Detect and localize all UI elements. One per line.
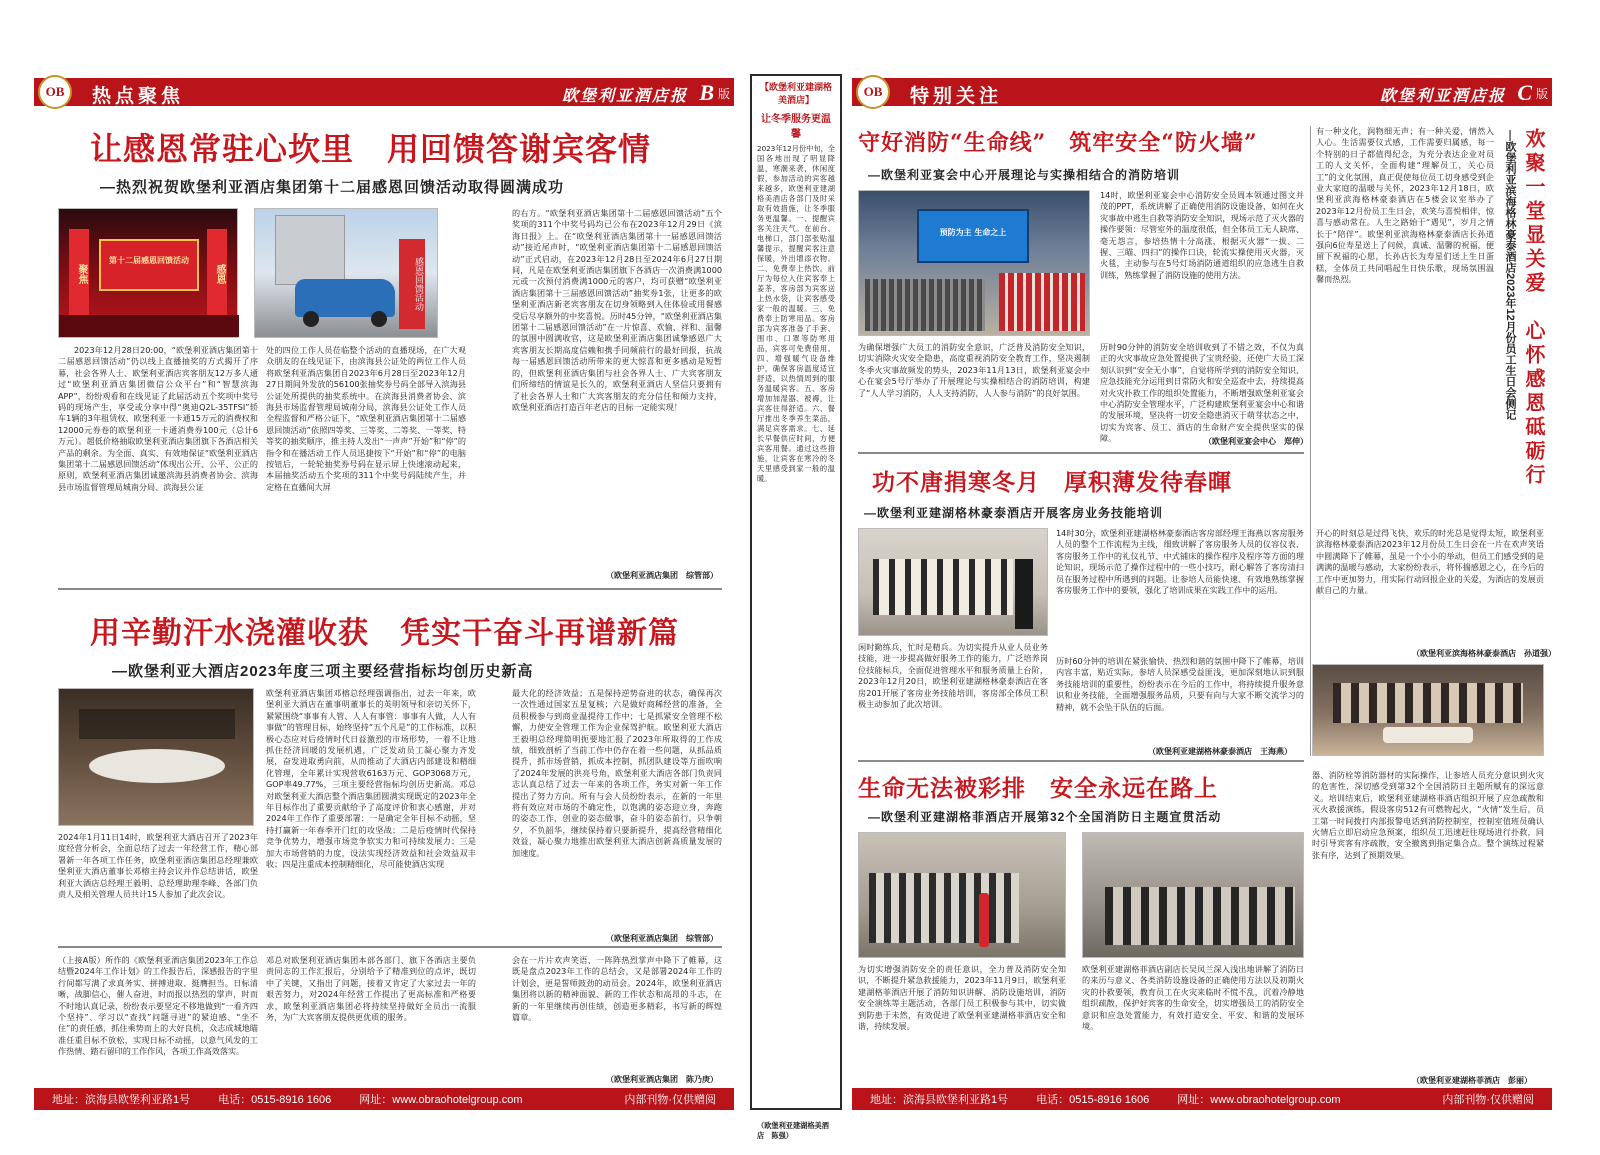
- paper-name: 欧堡利亚酒店报: [1379, 86, 1506, 105]
- footer-phone: 电话：0515-8916 1606: [1036, 1094, 1150, 1106]
- article-column: 历时90分钟的消防安全培训收到了不错之效，不仅为真正的火灾事故应急处置提供了宝贵经验，还使广大员工深刻认识到“安全无小事”，自觉将所学到的消防安全知识、应急技能充分运用到日常防火和安全巡查中去，持续提高对火灾扑救工作的组织处置能力，不断增强欧堡利亚宴会中心消防安全管理水平，广泛构建欧堡利亚宴会中心和谐的发展环境，坚决将一切安全隐患消灭于萌芽状态之中，切实为宾客、员工、酒店的生命财产安全提供坚实的保障。: [1100, 342, 1304, 444]
- article-title: 生命无法被彩排 安全永远在路上: [858, 775, 1218, 802]
- article-column: 14时30分，欧堡利亚建湖格林豪泰酒店客房部经理王海燕以客房服务人员的整个工作流程为主线，细致讲解了客房服务人员的仪容仪表、客房服务工作中的礼仪礼节、中式铺床的操作程序及程序等方面的理论知识，现场示范了操作过程中的一些小技巧，耐心解答了客房清扫员在服务过程中所遇到的问题。让参培人员能快速、有效地熟练掌握客房服务工作中的要领，强化了培训成果在实践工作中的运用。: [1056, 528, 1304, 596]
- byline: （欧堡利亚滨海格林豪泰酒店 孙道强）: [1412, 649, 1556, 658]
- projector-screen-text: 预防为主 生命之上: [939, 227, 1007, 237]
- article-column: 14时，欧堡利亚宴会中心消防安全员周本领通过图文并茂的PPT，系统讲解了正确使用消防设施设备，如何在火灾事故中逃生自救等消防安全知识，现场示范了灭火器的操作要领：尽管室外的温度很低，但全体员工无人缺席、毫无怨言，参培热情十分高涨，根据灭火器“一拔、二握、三瞄、四扫”的操作口诀，轮流实操使用灭火器，灭火毯，主动参与在5号灯场消防通道组织的应急逃生自救训练，熟练掌握了消防设施的使用方法。: [1100, 190, 1304, 280]
- spine-text: 2023年12月份中旬，全国各地出现了明显降温，寒潮来袭，休闲度假，参加活动的宾客越来越多，欧堡利亚建湖格美酒店各部门及时采取有效措施，让冬季服务更温馨。一、提醒宾客关注天气。在前台、电梯口，部门部张贴温馨提示，提醒宾客注意保暖，外出增添衣物。二、免费奉上热饮。前厅为每位入住宾客奉上姜茶，客房部为宾客送上热水袋，让宾客感受家一般的温暖。三、免费奉上防寒用品。客房部为宾客准备了手套、围巾、口罩等防寒用品，宾客可免费借用。四、增强暖气设备维护，确保客房温度适宜舒适，以热情周到的服务温暖宾客。五、客房增加加湿器、被褥，让宾客住得舒适。六、餐厅推出冬季养生菜品，满足宾客需求。七、延长早餐供应时间，方便宾客用餐。通过这些措施，让宾客在寒冷的冬天里感受到家一般的温暖。: [757, 144, 835, 483]
- article-column: 有一种文化，润物细无声；有一种关爱，情然入人心。生活需要仪式感，工作需要归属感，每一个特别的日子都值得纪念，为充分表达企业对员工的人文关怀，全面构建“理解员工，关心员工”的文化氛围，真正促使每位员工切身感受到企业大家庭的温暖与关怀，2023年12月18日，欧堡利亚滨海格林豪泰酒店在5楼会议室举办了2023年12月份员工生日会，欢笑与喜悦相伴，惊喜与感动常在。人生之路始于“遇见”，岁月之情长于“陪伴”。欧堡利亚滨海格林豪泰酒店长孙道强向6位寿星送上了问候，真诚、温馨的祝福，便留下祝福的心愿，长孙店长为寿星们送上生日蛋糕，全体员工共同唱起生日快乐歌，现场氛围温馨而热烈。: [1316, 126, 1494, 285]
- spine-column: [750, 74, 842, 1140]
- article-column: 2023年12月28日20:00，“欧堡利亚酒店集团第十二届感恩回馈活动”仍以线上直播抽奖的方式揭开了序幕，社会各界人士、欧堡利亚酒店宾客朋友12万多人通过“欧堡利亚酒店集团微信公众平台”和“智慧滨海APP”，纷纷观看和在线见证了此届活动五个奖项中奖号码的现场产生，享受或分享中得“奥迪Q2L-35TFSI”轿车1辆的3年租赁权、欧堡利亚一卡通15万元的消费权和12000元券卷的欧堡利亚一卡通消费券100元（总计6万元）。超低价格抽取欧堡利亚酒店集团旗下各酒店相关产品的剩余。为全面、真实、有效地保证“欧堡利亚酒店集团第十二届感恩回馈活动”体现出公开、公平、公正的原则，欧堡利亚酒店集团诚邀滨海县消费者协会、滨海县市场监督管理局城南分局、滨海县公证: [58, 345, 258, 492]
- page-b-footer: [34, 1088, 734, 1110]
- fire-drill-photo: [858, 832, 1066, 958]
- paper-name: 欧堡利亚酒店报: [561, 86, 688, 105]
- footer-note: 内部刊物·仅供赠阅: [1442, 1094, 1534, 1106]
- byline: （欧堡利亚酒店集团 综管部）: [606, 571, 718, 580]
- article-column: 最大化的经济效益；五是保持逆势奋进的状态，确保再次一次性通过国家五星复核；六是做好商稀经营的准备，全员积极参与到商业温提待工作中；七是抓紧安全管理不松懈，力使安全管理工作为企业保驾护航。欧堡利亚大酒店王毅明总经理简明扼要地汇报了2023年所取得的工作成绩，细致剖析了当前工作中仍存在着一些问题，从抓品质提升，抓市场营销，抓成本控制，抓团队建设等方面吹响了2024年发展的洪亮号角，欧堡利亚大酒店各部门负责同志认真总结了过去一年来的各项工作，务实对新一年工作提出了努力方向。所有与会人员纷纷表示，在新的一年里将有效应对市场的不确定性，以饱满的姿态迎立身，奔跑的姿态工作，创业的姿态做事，奋斗的姿态前行，只争朝夕，不负韶华，继续保持着只要新提升，提高经营精细化效益，凝心聚力地推出欧堡利亚大酒店创新高质量发展的加速度。: [512, 688, 722, 858]
- article-column: 为确保增强广大员工的消防安全意识，广泛普及消防安全知识，切实消除火灾安全隐患，高度重视消防安全教育工作，坚决遏制冬季火灾事故频发的势头，2023年11月13日，欧堡利亚宴会中心在宴会5号厅举办了开展理论与实操相结合的消防培训，构建了“人人学习消防，人人支持消防，人人参与消防”的良好氛围。: [858, 342, 1090, 398]
- article-column: 欧堡利亚建湖格菲酒店副店长吴凤兰深入浅出地讲解了消防日的来历与意义、各类消防设施设备的正确使用方法以及初期火灾的扑救要领，教育员工在火灾来临时不慌不乱，沉着冷静地组织疏散，保护好宾客的生命安全，切实增强员工的消防安全意识和应急处置能力，有效打造安全、平安、和谐的发展环境。: [1082, 964, 1304, 1032]
- page-c-footer: [852, 1088, 1552, 1110]
- article-divider: [858, 452, 1304, 454]
- car-prize-photo: [254, 208, 438, 338]
- article-column: 处的四位工作人员莅临整个活动的直播现场，在广大观众朋友的在线见证下，由滨海县公证处的两位工作人员将欧堡利亚酒店集团自2023年6月28日至2023年12月27日期间外发放的56100张抽奖券号码全部导入滨海县公证处所提供的抽奖系统中。在滨海县消费者协会、滨海县市场监督管理局城南分局，滨海县公证处工作人员全程监督和严格公证下，“欧堡利亚酒店集团第十二届感恩回馈活动”依照四等奖、三等奖、二等奖、一等奖、特等奖的抽奖顺序，推主持人发出“一声声”开始”和“停”的指令和在播活动工作人员迅捷按下“开始”和“停”的电脑按钮后，一轮轮抽奖券号码在显示屏上快速滚动起来，本届抽奖活动五个奖项的311个中奖号码陆续产生，并定格在直播间大屏: [266, 345, 466, 492]
- section-name: 热点聚焦: [92, 85, 185, 107]
- article-title: 守好消防“生命线” 筑牢安全“防火墙”: [858, 130, 1258, 156]
- article-subtitle: —欧堡利亚建湖格林豪泰酒店开展客房业务技能培训: [864, 506, 1164, 520]
- article-column: 历时60分钟的培训在紧张愉快、热烈和谐的氛围中降下了帷幕，培训内容丰富，贴近实际，参培人员深感受益匪浅，更加深刻地认识到服务技能培训的重要性，纷纷表示在今后的工作中，将持续提升服务意识和业务技能，全面增强服务品质，只要有向与大家不断交流学习的精神，就不会坠于队伍的后面。: [1056, 656, 1304, 712]
- page-b: [34, 70, 734, 1110]
- byline: （欧堡利亚酒店集团 陈乃庚）: [606, 1075, 718, 1084]
- edition-word: 版: [717, 87, 730, 101]
- article-column: 欧堡利亚酒店集团邓榕总经理强调指出，过去一年来，欧堡利亚大酒店在董事明董事长的英明领导和亲切关怀下，紧紧围绕“事事有人管、人人有事管：事事有人做，人人有事做”的管理目标，始终坚持“五个凡是”的工作标准，以积极心态应对后疫情时代日益激烈的市场形势，一着不让地抓住经济回暖的发展机遇，广泛发动员工凝心聚力齐发展，奋发进取勇向前，从而推动了大酒店内部建设和精细化管理，全年累计实现营收6163万元、GOP3068万元，GOP率49.77%，三项主要经营指标均创历史新高。邓总对欧堡利亚大酒店整个酒店集团圆满实现既定的2023年全年目标作出了重要贡献给予了高度评价和衷心感谢，并对2024年工作作了重要部署：一是确定全年目标不动摇，坚持打赢新一年春季开门红的攻坚战；二是后疫情时代保持竞争优势力，增强市场竞争软实力和可持续发展力；三是加大市场营销的力度，设法实现经济效益和社会效益双丰收；四是注重成本控制精细化，尽可能使酒店实现: [266, 688, 476, 870]
- footer-note: 内部刊物·仅供赠阅: [624, 1094, 716, 1106]
- byline: （欧堡利亚建湖格林豪泰酒店 王海燕）: [1148, 747, 1292, 756]
- meeting-photo: [58, 688, 254, 826]
- page-b-header: [34, 78, 734, 106]
- article-divider: [858, 760, 1304, 762]
- article-column: 闲时勤练兵，忙时是精兵。为切实提升从业人员业务技能，进一步提高做好服务工作的能力，广泛培养岗位技能标兵，全面促进管理水平和服务质量上台阶，2023年12月20日，欧堡利亚建湖格林豪泰酒店在客房201开展了客房业务技能培训，客房部全体员工积极主动参加了此次培训。: [858, 642, 1048, 710]
- article-subtitle: —欧堡利亚宴会中心开展理论与实操相结合的消防培训: [868, 168, 1181, 182]
- hotel-logo-icon: OB: [856, 75, 890, 109]
- edition-letter: C: [1517, 80, 1532, 105]
- spine-byline: （欧堡利亚建湖格美酒店 陈强）: [757, 1121, 829, 1140]
- page-c-header: [852, 78, 1552, 106]
- footer-address: 地址：滨海县欧堡利亚路1号: [52, 1094, 191, 1106]
- article-column: 为切实增强消防安全的责任意识，全力普及消防安全知识，不断提升紧急救援能力，2023年11月9日，欧堡利亚建湖格菲酒店开展了消防知识讲解、消防设施培训，消防安全演练等主题活动，各部门员工积极参与其中，切实做到防患于未然，有效促进了欧堡利亚建湖格菲酒店安全和谐，持续发展。: [858, 964, 1066, 1032]
- article-title: 功不唐捐寒冬月 厚积薄发待春暉: [872, 469, 1232, 496]
- edition-word: 版: [1535, 87, 1548, 101]
- birthday-party-photo: [1312, 664, 1544, 756]
- article-column: （上接A版）所作的《欧堡利亚酒店集团2023年工作总结暨2024年工作计划》的工作报告后，深感报告的字里行间都写满了求真务实、拼搏进取、挺膺担当。日标清晰，战脚信心，催人奋进，时而报以热烈的掌声，时而不时地认真记录，纷纷表示要坚定不移地做到“一看齐四个坚持”、学习以“查找”问题寻进”的紧迫感、“坐不住”的责任感，抓住乘势而上的大好良机，众志成城地瞄准任重目标不放松，实现日标不动摇，以意气风发的工作热情、踏石留印的工作作风，各项工作高效落实。: [58, 955, 258, 1057]
- fire-training-photo: [858, 190, 1090, 336]
- stage-side-banner-left: 聚焦: [69, 229, 89, 319]
- footer-phone: 电话：0515-8916 1606: [218, 1094, 332, 1106]
- edition-letter: B: [699, 80, 714, 105]
- housekeeping-training-photo: [858, 528, 1048, 636]
- column-rule: [1310, 126, 1311, 756]
- byline: （欧堡利亚建湖格菲酒店 彭丽）: [1412, 1076, 1532, 1085]
- article-column: 的右方。“欧堡利亚酒店集团第十二届感恩回馈活动”五个奖项的311个中奖号码均已公布在2023年12月29日《滨海日报》上。在“欧堡利亚酒店集团第十一届感恩回馈活动”接近尾声时，“欧堡利亚酒店集团第十二届感恩回馈活动”正式启动，在2023年12月28日至2024年6月27日期间，凡是在欧堡利亚酒店集团旗下各酒店一次消费满1000元或一次预付消费满1000元的客户，均可获赠“欧堡利亚酒店集团第十三届感恩回馈活动”抽奖券1张，让更多的欧堡利亚酒店新老宾客朋友在切身领略到入住体验或用餐感受后尽享额外的中奖喜悦。历时45分钟，“欧堡利亚酒店集团第十二届感恩回馈活动”在一片惊喜、欢愉、祥和、温馨的氛围中圆满收官，这是欧堡利亚酒店集团诚挚感恩广大宾客朋友长期高度信赖和携手同频前行的最好回报，抗战每一届感恩回馈活动所带来的更大惊喜和更多感动是短暂的，但欧堡利亚酒店集团与社会各界人士、广大宾客朋友们所缔结的情谊是长久的，欧堡利亚酒店人坚信只要拥有了社会各界人士和广大宾客朋友的充分信任和倾力支持，欧堡利亚酒店打造百年老店的目标一定能实现！: [512, 208, 722, 412]
- article-column: 2024年1月11日14时，欧堡利亚大酒店召开了2023年度经营分析会，全面总结了过去一年经营工作，精心部署新一年各项工作任务，欧堡利亚酒店集团总经理兼欧堡利亚大酒店董事长邓榕主持会议并作总结讲话，欧堡利亚大酒店总经理王毅明、总经理助理李峰、各部门负责人及相关管理人员共计15人参加了此次会议。: [58, 832, 258, 900]
- article-subtitle-vertical: —欧堡利亚滨海格林豪泰酒店2023年12月份员工生日会侧记: [1504, 130, 1516, 420]
- footer-website: 网址：www.obraohotelgroup.com: [1177, 1094, 1341, 1106]
- prize-banner: 感恩回馈活动: [399, 239, 425, 329]
- footer-website: 网址：www.obraohotelgroup.com: [359, 1094, 523, 1106]
- article-divider: [58, 588, 722, 590]
- evacuation-drill-photo: [1082, 832, 1304, 958]
- footer-address: 地址：滨海县欧堡利亚路1号: [870, 1094, 1009, 1106]
- article-title: 让感恩常驻心坎里 用回馈答谢宾客情: [90, 130, 652, 168]
- spine-tag: 【欧堡利亚建湖格美酒店】: [759, 83, 832, 106]
- article-column: 邓总对欧堡利亚酒店集团本部各部门、旗下各酒店主要负责同志的工作汇报后，分别给予了精准到位的点评，既切中了关键，又指出了问题，接着又肯定了大家过去一年的艰苦努力，对2024年经营工作提出了更高标准和严格要求，欧堡利亚酒店集团必将持续坚持做好全员出一流服务，为广大宾客朋友提供更优质的服务。: [266, 955, 476, 1023]
- spine-title: 让冬季服务更温馨: [761, 114, 831, 140]
- gala-stage-photo: [58, 208, 238, 338]
- article-title: 用辛勤汗水浇灌收获 凭实干奋斗再谱新篇: [90, 616, 679, 651]
- stage-side-banner-right: 感恩: [207, 229, 227, 319]
- stage-banner-text: 第十二届感恩回馈活动: [109, 255, 189, 265]
- byline: （欧堡利亚宴会中心 郑伸）: [1204, 437, 1308, 446]
- article-subtitle: —热烈祝贺欧堡利亚酒店集团第十二届感恩回馈活动取得圆满成功: [100, 179, 565, 196]
- article-column: 会在一片片欢声笑语、一阵阵热烈掌声中降下了帷幕，这既是盘点2023年工作的总结会，又是部署2024年工作的计划会，更是誓师鼓劲的动员会。2024年，欧堡利亚酒店集团将以新的精神面貌、新的工作状态和高昂的斗志，在新的一年里继续再创佳绩，创造更多精彩，书写新的辉煌篇章。: [512, 955, 722, 1023]
- article-divider: [58, 946, 722, 948]
- hotel-logo-icon: OB: [38, 75, 72, 109]
- page-c: [852, 70, 1556, 1110]
- article-column: 器、消防栓等消防器材的实际操作，让参培人员充分意识到火灾的危害性，深切感受到第32个全国消防日主题所赋有的深远意义。培训结束后，欧堡利亚建湖格菲酒店组织开展了应急疏散和灭火救援演练，假设客房512有可燃物起火，“火情”发生后，员工第一时间拨打内部报警电话到消防控制室，控制室值班员确认火情后立即启动应急预案，组织员工迅速赶往现场进行扑救，同时引导宾客有序疏散，安全撤离到指定集合点。整个演练过程紧张有序，达到了预期效果。: [1312, 770, 1544, 860]
- article-title-vertical: 欢聚一堂显关爱 心怀感恩砥砺行: [1522, 128, 1546, 488]
- byline: （欧堡利亚酒店集团 综管部）: [606, 934, 718, 943]
- article-subtitle: —欧堡利亚建湖格菲酒店开展第32个全国消防日主题宣贯活动: [868, 810, 1222, 824]
- article-column: 开心的时刻总是过得飞快，欢乐的时光总是觉得太短，欧堡利亚滨海格林豪泰酒店2023年12月份员工生日会在一片在欢声笑语中圆满降下了帷幕，虽是一个小小的举动，但员工们感受到的是满满的温暖与感动，大家纷纷表示，将怀揣感恩之心，在今后的工作中更加努力，用实际行动回报企业的关爱，为酒店的发展贡献自己的力量。: [1316, 528, 1544, 596]
- article-subtitle: —欧堡利亚大酒店2023年度三项主要经营指标均创历史新高: [112, 663, 534, 680]
- section-name: 特别关注: [910, 85, 1003, 107]
